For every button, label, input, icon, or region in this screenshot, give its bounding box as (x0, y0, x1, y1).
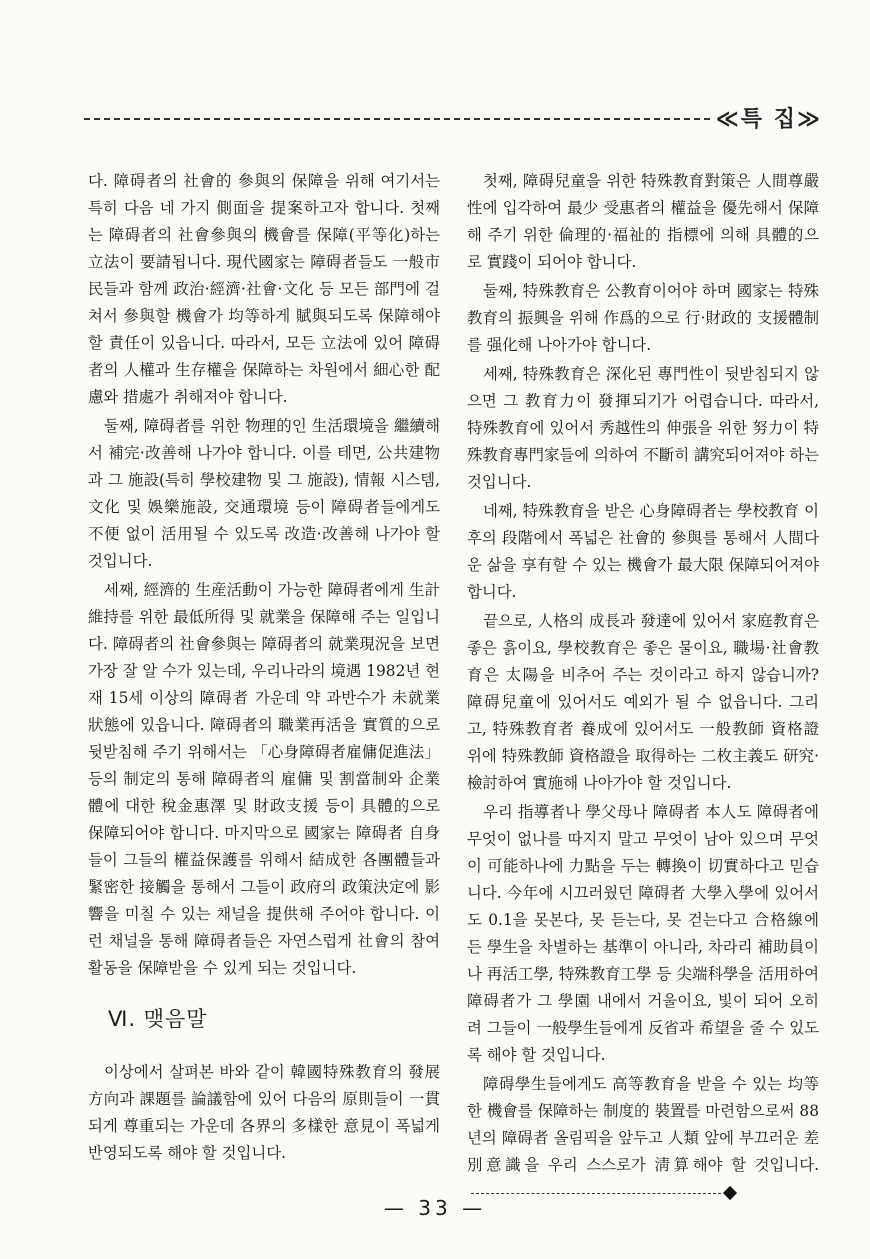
section-heading: Ⅵ. 맺음말 (108, 1007, 208, 1031)
right-paragraph-2: 둘째, 特殊教育은 公教育이어야 하며 國家는 特殊教育의 振興을 위해 作爲的으로 行·財政的 支援體制를 强化해 나아가야 합니다. (467, 282, 819, 354)
right-paragraph-4: 네째, 特殊教育을 받은 心身障碍者는 學校教育 이후의 段階에서 폭넓은 社會的 參與를 통해서 人間다운 삶을 享有할 수 있는 機會가 最大限 保障되어져야 합니다. (467, 502, 819, 601)
section-tag: ≪특 집≫ (710, 102, 822, 133)
left-column (88, 168, 440, 1169)
right-paragraph-5: 끝으로, 人格의 成長과 發達에 있어서 家庭教育은 좋은 흙이요, 學校教育은 좋은 물이요, 職場·社會教育은 太陽을 비추어 주는 것이라고 하지 않습니까? 障碍兒童에 있어서도 예외가 될 수 없읍니다. 그리고, 特殊教育者 養成에 있어서도 一般教師 資格證 위에 特殊教師 資格證을 取得하는 二枚主義도 研究·檢討하여 實施해 나아가야 할 것입니다. (467, 612, 819, 792)
right-column (467, 168, 819, 1208)
left-paragraph-2: 둘째, 障碍者를 위한 物理的인 生活環境을 繼續해서 補完·改善해 나가야 합니다. 이를 테면, 公共建物과 그 施設(특히 學校建物 및 그 施設), 情報 시스템, 文化 및 娛樂施設, 交通環境 등이 障碍者들에게도 不便 없이 活用될 수 있도록 改造·改善해 나가야 할 것입니다. (88, 417, 440, 570)
header-rule (84, 118, 770, 120)
right-paragraph-1: 첫째, 障碍兒童을 위한 特殊教育對策은 人間尊嚴性에 입각하여 最少 受惠者의 權益을 優先해서 保障해 주기 위한 倫理的·福祉的 指標에 의해 具體的으로 實踐이 되어야 합니다. (467, 172, 819, 271)
left-paragraph-1: 다. 障碍者의 社會的 參與의 保障을 위해 여기서는 특히 다음 네 가지 側面을 提案하고자 합니다. 첫째는 障碍者의 社會參與의 機會를 保障(平等化)하는 立法이 要請됩니다. 現代國家는 障碍者들도 一般市民들과 함께 政治·經濟·社會·文化 등 모든 部門에 걸쳐서 參與할 機會가 均等하게 賦與되도록 保障해야 할 責任이 있읍니다. 따라서, 모든 立法에 있어 障碍者의 人權과 生存權을 保障하는 차원에서 細心한 配慮와 措處가 취해져야 합니다. (88, 172, 440, 406)
right-paragraph-3: 세째, 特殊教育은 深化된 專門性이 뒷받침되지 않으면 그 教育力이 發揮되기가 어렵습니다. 따라서, 特殊教育에 있어서 秀越性의 伸張을 위한 努力이 特殊教育專門家들에 의하여 不斷히 講究되어져야 하는 것입니다. (467, 365, 819, 491)
right-paragraph-7 (467, 1071, 819, 1206)
left-paragraph-4: 이상에서 살펴본 바와 같이 韓國特殊教育의 發展方向과 課題를 論議함에 있어 다음의 原則들이 一貫되게 尊重되는 가운데 各界의 多樣한 意見이 폭넓게 반영되도록 해야 할 것입니다. (88, 1063, 440, 1162)
page-number: — 33 — (383, 1196, 487, 1220)
right-paragraph-7-text: 障碍學生들에게도 高等教育을 받을 수 있는 均等한 機會를 保障하는 制度的 裝置를 마련함으로써 88년의 障碍者 올림픽을 앞두고 人類 앞에 부끄러운 差別意識을 우리 스스로가 淸算해야 할 것입니다. (467, 1075, 819, 1174)
right-paragraph-6: 우리 指導者나 學父母나 障碍者 本人도 障碍者에 무엇이 없나를 따지지 말고 무엇이 남아 있으며 무엇이 可能하나에 力點을 두는 轉換이 切實하다고 믿습니다. 今年에 시끄러웠던 障碍者 大學入學에 있어서도 0.1을 못본다, 못 듣는다, 못 걷는다고 合格線에 든 學生을 차별하는 基準이 아니라, 차라리 補助員이나 再活工學, 特殊教育工學 등 尖端科學을 活用하여 障碍者가 그 學園 내에서 거울이요, 빛이 되어 오히려 그들이 一般學生들에게 反省과 希望을 줄 수 있도록 해야 할 것입니다. (467, 803, 819, 1064)
left-paragraph-3: 세째, 經濟的 生産活動이 가능한 障碍者에게 生計維持를 위한 最低所得 및 就業을 保障해 주는 일입니다. 障碍者의 社會參與는 障碍者의 就業現況을 보면 가장 잘 알 수가 있는데, 우리나라의 境遇 1982년 현재 15세 이상의 障碍者 가운데 약 과반수가 未就業狀態에 있읍니다. 障碍者의 職業再活을 實質的으로 뒷받침해 주기 위해서는 「心身障碍者雇傭促進法」등의 制定의 통해 障碍者의 雇傭 및 割當制와 企業體에 대한 稅金惠澤 및 財政支援 등이 具體的으로 保障되어야 합니다. 마지막으로 國家는 障碍者 自身들이 그들의 權益保護를 위해서 結成한 各團體들과 緊密한 接觸을 통해서 그들이 政府의 政策決定에 影響을 미칠 수 있는 채널을 提供해 주어야 합니다. 이런 채널을 통해 障碍者들은 자연스럽게 社會의 참여 활동을 保障받을 수 있게 되는 것입니다. (88, 581, 440, 977)
end-rule (471, 1193, 721, 1194)
